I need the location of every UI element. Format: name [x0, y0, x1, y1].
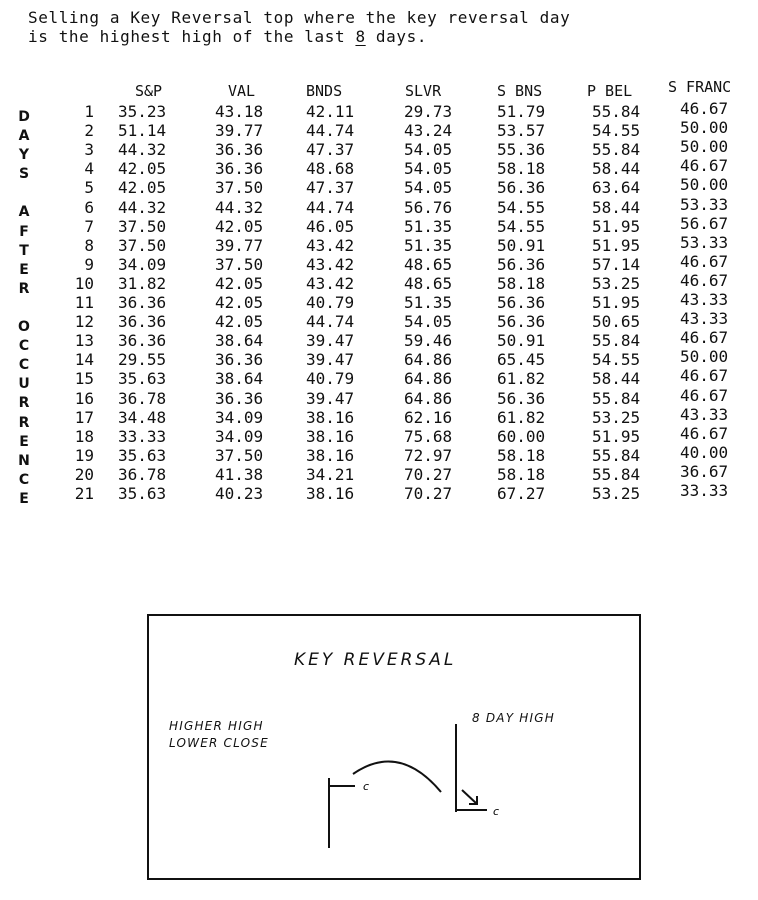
- table-cell: 36.36: [215, 159, 264, 179]
- table-cell: 56.36: [497, 178, 546, 198]
- day-number: 18: [74, 426, 94, 446]
- column-header: SLVR: [405, 82, 442, 100]
- table-cell: 50.00: [680, 347, 729, 367]
- table-cell: 46.67: [680, 366, 729, 386]
- vertical-letter: F: [19, 223, 29, 240]
- table-cell: 44.32: [215, 197, 264, 217]
- table-cell: 34.48: [118, 407, 167, 427]
- table-cell: 42.05: [215, 312, 264, 332]
- table-cell: 47.37: [306, 178, 355, 198]
- table-cell: 36.36: [118, 293, 167, 312]
- table-cell: 56.76: [404, 197, 453, 217]
- table-cell: 54.55: [497, 197, 546, 217]
- table-cell: 58.18: [497, 464, 546, 484]
- table-cell: 35.63: [118, 369, 167, 389]
- day-number: 17: [74, 407, 94, 427]
- table-cell: 43.24: [404, 121, 453, 141]
- table-cell: 51.95: [592, 293, 641, 312]
- day-number: 21: [74, 484, 94, 503]
- table-cell: 42.05: [215, 216, 264, 236]
- table-cell: 38.16: [306, 407, 355, 427]
- vertical-letter: C: [18, 471, 30, 488]
- table-cell: 50.00: [680, 118, 729, 138]
- vertical-letter: R: [18, 414, 30, 431]
- eight-day-high-note: 8 DAY HIGH: [472, 711, 555, 725]
- table-cell: 61.82: [497, 407, 546, 427]
- table-cell: 36.36: [215, 140, 264, 160]
- table-cell: 39.47: [306, 388, 355, 408]
- table-cell: 40.23: [215, 484, 264, 503]
- table-cell: 34.21: [306, 464, 355, 484]
- table-cell: 65.45: [497, 350, 546, 370]
- table-cell: 43.42: [306, 235, 355, 255]
- table-cell: 37.50: [215, 178, 264, 198]
- table-cell: 39.47: [306, 350, 355, 370]
- table-cell: 56.36: [497, 312, 546, 332]
- table-cell: 58.44: [592, 159, 641, 179]
- table-cell: 54.55: [497, 216, 546, 236]
- day-number: 8: [84, 235, 94, 255]
- table-cell: 33.33: [680, 481, 729, 500]
- table-cell: 44.74: [306, 121, 355, 141]
- table-cell: 55.84: [592, 464, 641, 484]
- table-cell: 54.05: [404, 178, 453, 198]
- table-cell: 36.36: [118, 331, 167, 351]
- table-cell: 51.95: [592, 235, 641, 255]
- table-cell: 38.16: [306, 426, 355, 446]
- table-cell: 53.25: [592, 484, 641, 503]
- day-number: 2: [84, 121, 94, 141]
- table-cell: 42.05: [215, 293, 264, 312]
- table-cell: 34.09: [118, 254, 167, 274]
- results-table: [0, 78, 758, 528]
- table-cell: 54.05: [404, 312, 453, 332]
- table-cell: 51.14: [118, 121, 167, 141]
- table-cell: 56.36: [497, 293, 546, 312]
- table-cell: 40.79: [306, 369, 355, 389]
- table-cell: 34.09: [215, 426, 264, 446]
- table-cell: 50.91: [497, 235, 546, 255]
- day-number: 20: [74, 464, 94, 484]
- table-cell: 57.14: [592, 254, 641, 274]
- table-cell: 53.57: [497, 121, 546, 141]
- vertical-letter: S: [18, 166, 30, 183]
- table-cell: 55.84: [592, 445, 641, 465]
- table-cell: 60.00: [497, 426, 546, 446]
- table-cell: 36.36: [118, 312, 167, 332]
- table-cell: 35.63: [118, 484, 167, 503]
- prior-close-label: c: [363, 780, 370, 793]
- table-cell: 33.33: [118, 426, 167, 446]
- table-cell: 29.55: [118, 350, 167, 370]
- table-cell: 55.84: [592, 140, 641, 160]
- table-cell: 43.18: [215, 102, 264, 121]
- table-cell: 58.18: [497, 159, 546, 179]
- day-number: 12: [74, 312, 94, 332]
- table-cell: 44.32: [118, 197, 167, 217]
- table-cell: 35.63: [118, 445, 167, 465]
- vertical-letter: A: [18, 204, 30, 221]
- table-cell: 51.35: [404, 216, 453, 236]
- vertical-letter: U: [18, 376, 30, 393]
- intro-line-2: [28, 27, 570, 46]
- table-cell: 43.42: [306, 273, 355, 293]
- table-cell: 43.33: [680, 404, 729, 424]
- vertical-letter: C: [18, 338, 30, 355]
- lookback-days-number: 8: [355, 27, 366, 46]
- table-cell: 39.47: [306, 331, 355, 351]
- key-reversal-sketch: [149, 616, 643, 882]
- table-cell: 40.00: [680, 442, 729, 462]
- table-cell: 40.79: [306, 293, 355, 312]
- table-cell: 39.77: [215, 235, 264, 255]
- table-cell: 46.67: [680, 156, 729, 176]
- table-cell: 58.18: [497, 445, 546, 465]
- table-cell: 46.67: [680, 270, 729, 290]
- table-cell: 61.82: [497, 369, 546, 389]
- note-left-line-1: HIGHER HIGH: [169, 719, 264, 733]
- table-cell: 56.36: [497, 388, 546, 408]
- column-header: VAL: [228, 82, 256, 100]
- table-cell: 48.68: [306, 159, 355, 179]
- table-cell: 46.67: [680, 385, 729, 405]
- table-cell: 51.95: [592, 426, 641, 446]
- table-cell: 51.35: [404, 235, 453, 255]
- table-cell: 53.25: [592, 407, 641, 427]
- table-cell: 38.16: [306, 484, 355, 503]
- vertical-letter: E: [19, 261, 29, 278]
- table-cell: 44.32: [118, 140, 167, 160]
- table-cell: 31.82: [118, 273, 167, 293]
- day-number: 7: [84, 216, 94, 236]
- table-cell: 46.67: [680, 99, 729, 118]
- table-cell: 36.67: [680, 461, 729, 481]
- column-header: P BEL: [587, 82, 633, 100]
- table-cell: 55.84: [592, 388, 641, 408]
- table-cell: 59.46: [404, 331, 453, 351]
- table-cell: 55.36: [497, 140, 546, 160]
- key-reversal-diagram: [147, 614, 641, 880]
- table-cell: 53.25: [592, 273, 641, 293]
- table-cell: 51.35: [404, 293, 453, 312]
- table-cell: 50.00: [680, 137, 729, 157]
- table-cell: 50.65: [592, 312, 641, 332]
- table-cell: 37.50: [215, 445, 264, 465]
- table-cell: 48.65: [404, 254, 453, 274]
- table-cell: 75.68: [404, 426, 453, 446]
- day-number: 9: [84, 254, 94, 274]
- day-number: 16: [74, 388, 94, 408]
- table-cell: 42.05: [215, 273, 264, 293]
- table-cell: 53.33: [680, 232, 729, 252]
- table-cell: 38.64: [215, 331, 264, 351]
- vertical-letter: E: [19, 490, 29, 507]
- table-cell: 64.86: [404, 350, 453, 370]
- diagram-title: KEY REVERSAL: [294, 650, 457, 670]
- table-cell: 55.84: [592, 102, 641, 121]
- vertical-letter: A: [18, 128, 30, 145]
- intro-line-2-prefix: is the highest high of the last: [28, 27, 356, 46]
- day-number: 1: [84, 102, 94, 121]
- day-number: 3: [84, 140, 94, 160]
- intro-line-1: Selling a Key Reversal top where the key reversal day: [28, 8, 571, 27]
- table-cell: 47.37: [306, 140, 355, 160]
- table-cell: 46.67: [680, 328, 729, 348]
- vertical-letter: O: [18, 319, 30, 336]
- table-cell: 55.84: [592, 331, 641, 351]
- table-cell: 46.67: [680, 251, 729, 271]
- table-cell: 62.16: [404, 407, 453, 427]
- table-cell: 58.18: [497, 273, 546, 293]
- table-cell: 46.05: [306, 216, 355, 236]
- table-cell: 54.05: [404, 159, 453, 179]
- table-cell: 50.00: [680, 175, 729, 195]
- vertical-letter: R: [18, 395, 30, 412]
- table-cell: 72.97: [404, 445, 453, 465]
- table-cell: 42.11: [306, 102, 355, 121]
- day-number: 19: [74, 445, 94, 465]
- table-cell: 36.36: [215, 388, 264, 408]
- reversal-close-label: c: [493, 805, 500, 818]
- intro-line-2-suffix: days.: [365, 27, 428, 46]
- table-cell: 35.23: [118, 102, 167, 121]
- day-number: 15: [74, 369, 94, 389]
- column-header: S&P: [135, 82, 163, 100]
- table-cell: 46.67: [680, 423, 729, 443]
- table-cell: 70.27: [404, 464, 453, 484]
- table-cell: 42.05: [118, 178, 167, 198]
- table-cell: 67.27: [497, 484, 546, 503]
- vertical-letter: T: [19, 242, 29, 259]
- table-cell: 38.16: [306, 445, 355, 465]
- table-cell: 37.50: [118, 216, 167, 236]
- day-number: 14: [74, 350, 94, 370]
- table-cell: 63.64: [592, 178, 641, 198]
- table-cell: 37.50: [215, 254, 264, 274]
- table-cell: 36.36: [215, 350, 264, 370]
- table-cell: 41.38: [215, 464, 264, 484]
- column-header: S FRANC: [668, 78, 732, 96]
- table-cell: 39.77: [215, 121, 264, 141]
- table-cell: 56.36: [497, 254, 546, 274]
- table-cell: 36.78: [118, 388, 167, 408]
- table-cell: 64.86: [404, 369, 453, 389]
- table-cell: 38.64: [215, 369, 264, 389]
- note-left-line-2: LOWER CLOSE: [169, 736, 269, 750]
- table-cell: 50.91: [497, 331, 546, 351]
- table-cell: 44.74: [306, 197, 355, 217]
- intro-text: [28, 8, 570, 46]
- table-cell: 58.44: [592, 197, 641, 217]
- table-cell: 34.09: [215, 407, 264, 427]
- vertical-letter: E: [19, 433, 29, 450]
- vertical-letter: C: [18, 357, 30, 374]
- table-cell: 42.05: [118, 159, 167, 179]
- table-cell: 54.55: [592, 121, 641, 141]
- arrow-shaft: [462, 790, 477, 804]
- table-cell: 56.67: [680, 213, 729, 233]
- table-cell: 37.50: [118, 235, 167, 255]
- vertical-letter: Y: [18, 147, 30, 164]
- column-header: S BNS: [497, 82, 543, 100]
- day-number: 5: [84, 178, 94, 198]
- vertical-letter: D: [18, 109, 30, 125]
- vertical-letter: N: [18, 452, 30, 469]
- day-number: 11: [74, 293, 94, 312]
- day-number: 6: [84, 197, 94, 217]
- table-cell: 53.33: [680, 194, 729, 214]
- vertical-letter: R: [18, 280, 30, 297]
- day-number: 13: [74, 331, 94, 351]
- table-cell: 51.79: [497, 102, 546, 121]
- day-number: 10: [74, 273, 94, 293]
- table-cell: 54.05: [404, 140, 453, 160]
- table-cell: 43.42: [306, 254, 355, 274]
- column-header: BNDS: [306, 82, 343, 100]
- table-cell: 36.78: [118, 464, 167, 484]
- table-cell: 54.55: [592, 350, 641, 370]
- table-cell: 43.33: [680, 309, 729, 329]
- table-cell: 44.74: [306, 312, 355, 332]
- table-cell: 43.33: [680, 290, 729, 309]
- day-number: 4: [84, 159, 94, 179]
- table-cell: 64.86: [404, 388, 453, 408]
- table-cell: 29.73: [404, 102, 453, 121]
- table-cell: 51.95: [592, 216, 641, 236]
- table-cell: 58.44: [592, 369, 641, 389]
- table-cell: 48.65: [404, 273, 453, 293]
- table-cell: 70.27: [404, 484, 453, 503]
